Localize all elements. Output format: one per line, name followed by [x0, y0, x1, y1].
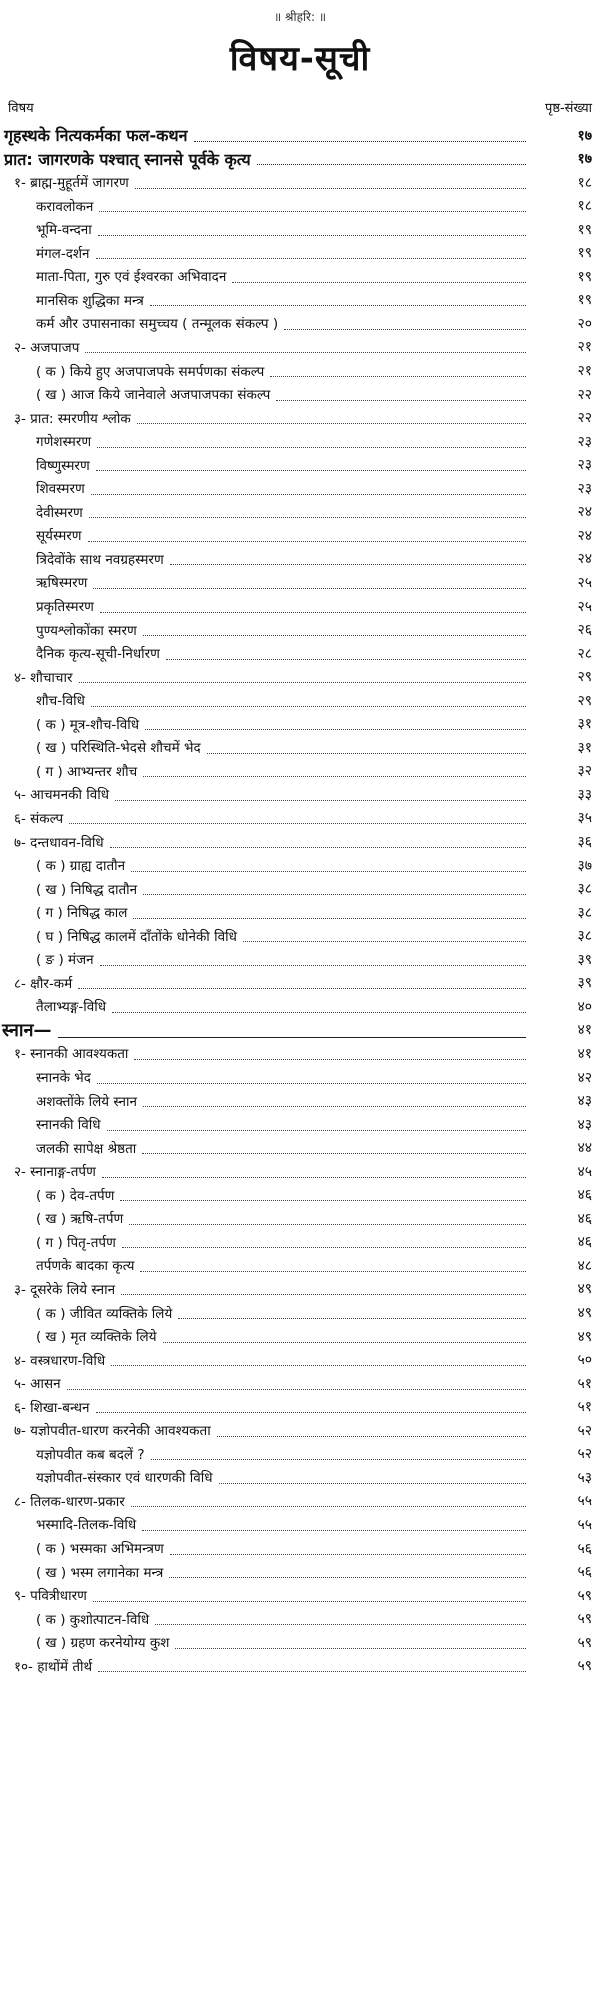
- dot-leader: [121, 1294, 526, 1295]
- toc-entry-title: शिवस्मरण: [36, 481, 85, 498]
- toc-entry-title: ( क ) जीवित व्यक्तिके लिये: [36, 1305, 173, 1322]
- toc-entry-page-number: २३: [577, 457, 592, 474]
- toc-entry-page-number: ४३: [577, 1116, 592, 1133]
- dot-leader: [91, 706, 526, 707]
- toc-entry-page-number: ४६: [577, 1187, 592, 1204]
- toc-entry: [0, 383, 600, 405]
- dot-leader: [194, 141, 526, 142]
- toc-entry-title: ( ख ) ग्रहण करनेयोग्य कुश: [36, 1635, 170, 1652]
- toc-entry: [0, 1278, 600, 1300]
- toc-entry: [0, 1490, 600, 1512]
- dot-leader: [112, 1012, 526, 1013]
- dot-leader: [151, 1459, 527, 1460]
- subject-column-label: विषय: [8, 101, 34, 116]
- toc-entry-page-number: २८: [577, 645, 592, 662]
- toc-entry: [0, 1302, 600, 1324]
- toc-entry-page-number: ५२: [577, 1422, 592, 1439]
- toc-entry-title: माता-पिता, गुरु एवं ईश्वरका अभिवादन: [36, 269, 227, 286]
- toc-entry-title: १०- हाथोंमें तीर्थ: [14, 1658, 93, 1675]
- toc-entry-page-number: ३३: [577, 786, 592, 803]
- toc-entry-page-number: १८: [577, 198, 592, 215]
- dot-leader: [98, 235, 526, 236]
- toc-entry-page-number: ५१: [577, 1399, 592, 1416]
- toc-entry-page-number: ५१: [577, 1375, 592, 1392]
- toc-entry-title: स्नानकी विधि: [36, 1117, 101, 1134]
- toc-entry-page-number: ४१: [577, 1045, 592, 1062]
- toc-entry: [0, 1584, 600, 1606]
- toc-entry-page-number: ३९: [577, 975, 592, 992]
- toc-entry: [0, 548, 600, 570]
- dot-leader: [67, 1389, 526, 1390]
- toc-entry: [0, 972, 600, 994]
- toc-entry: [0, 619, 600, 641]
- toc-entry-title: जलकी सापेक्ष श्रेष्ठता: [36, 1140, 137, 1157]
- toc-entry-title: ( ख ) भस्म लगानेका मन्त्र: [36, 1564, 164, 1581]
- dot-leader: [85, 352, 526, 353]
- toc-entry-title: ( क ) भस्मका अभिमन्त्रण: [36, 1541, 164, 1557]
- toc-entry-title: ( ग ) पितृ-तर्पण: [36, 1234, 116, 1251]
- toc-entry: [0, 1631, 600, 1653]
- toc-entry-title: करावलोकन: [36, 198, 94, 215]
- toc-entry-title: यज्ञोपवीत-संस्कार एवं धारणकी विधि: [36, 1470, 213, 1487]
- toc-entry: [0, 1419, 600, 1441]
- toc-entry-page-number: १७: [577, 127, 592, 144]
- dot-leader: [219, 1483, 526, 1484]
- toc-entry-page-number: ३२: [577, 763, 592, 780]
- toc-entry: [0, 1513, 600, 1535]
- dot-leader: [58, 1037, 526, 1038]
- dot-leader: [150, 305, 526, 306]
- toc-entry-title: सूर्यस्मरण: [36, 528, 82, 545]
- toc-entry-page-number: २३: [577, 433, 592, 450]
- dot-leader: [93, 588, 526, 589]
- toc-entry-page-number: १८: [577, 174, 592, 191]
- toc-entry: [0, 124, 600, 146]
- dot-leader: [166, 659, 526, 660]
- dot-leader: [69, 823, 526, 824]
- toc-entry-page-number: ४१: [577, 1022, 592, 1039]
- toc-entry-page-number: २९: [577, 669, 592, 686]
- toc-entry-page-number: २५: [577, 598, 592, 615]
- toc-entry-title: ( क ) किये हुए अजपाजपके समर्पणका संकल्प: [36, 363, 265, 380]
- toc-entry-title: स्नानके भेद: [36, 1070, 91, 1086]
- dot-leader: [79, 682, 526, 683]
- toc-entry: [0, 925, 600, 947]
- toc-entry-title: ६- संकल्प: [14, 810, 64, 827]
- toc-entry-page-number: २४: [577, 527, 592, 544]
- toc-entry: [0, 783, 600, 805]
- toc-entry-page-number: ३८: [577, 928, 592, 945]
- dot-leader: [145, 729, 526, 730]
- dot-leader: [140, 1271, 526, 1272]
- toc-entry-title: ७- दन्तधावन-विधि: [14, 834, 104, 851]
- toc-entry-page-number: ५५: [577, 1516, 592, 1533]
- dot-leader: [169, 1577, 526, 1578]
- toc-entry-page-number: ३९: [577, 951, 592, 968]
- dot-leader: [178, 1318, 526, 1319]
- toc-entry-title: ४- वस्त्रधारण-विधि: [14, 1352, 106, 1369]
- toc-entry-title: ४- शौचाचार: [14, 669, 73, 686]
- toc-entry-page-number: ५६: [577, 1564, 592, 1581]
- toc-entry-page-number: ३८: [577, 904, 592, 921]
- dot-leader: [270, 376, 526, 377]
- toc-entry-title: कर्म और उपासनाका समुच्चय ( तन्मूलक संकल्प ): [36, 316, 279, 333]
- toc-entry-title: शौच-विधि: [36, 693, 85, 710]
- dot-leader: [97, 447, 526, 448]
- toc-entry-title: प्रकृतिस्मरण: [36, 599, 94, 615]
- toc-entry-title: दैनिक कृत्य-सूची-निर्धारण: [36, 646, 160, 663]
- toc-entry: [0, 501, 600, 523]
- toc-entry: [0, 1160, 600, 1182]
- toc-entry-page-number: १९: [577, 221, 592, 238]
- toc-entry: [0, 1254, 600, 1276]
- toc-entry-title: ( क ) मूत्र-शौच-विधि: [36, 716, 140, 733]
- toc-entry: [0, 1113, 600, 1135]
- toc-entry-page-number: ५६: [577, 1540, 592, 1557]
- toc-entry: [0, 595, 600, 617]
- toc-entry: [0, 336, 600, 358]
- toc-entry-title: स्नान—: [2, 1019, 52, 1041]
- toc-entry-title: ऋषिस्मरण: [36, 575, 88, 592]
- toc-entry: [0, 1349, 600, 1371]
- column-header: [8, 98, 592, 118]
- toc-entry-title: ३- प्रात: स्मरणीय श्लोक: [14, 410, 131, 427]
- toc-entry-page-number: ४६: [577, 1210, 592, 1227]
- toc-entry-title: भस्मादि-तिलक-विधि: [36, 1517, 137, 1534]
- toc-entry-page-number: ५५: [577, 1493, 592, 1510]
- toc-entry-title: ( ग ) आभ्यन्तर शौच: [36, 763, 138, 780]
- toc-entry-title: तैलाभ्यङ्ग-विधि: [36, 999, 107, 1016]
- toc-entry: [0, 854, 600, 876]
- dot-leader: [97, 1083, 526, 1084]
- toc-entry-page-number: ३७: [577, 857, 592, 874]
- toc-entry: [0, 454, 600, 476]
- toc-entry: [0, 948, 600, 970]
- toc-entry: [0, 736, 600, 758]
- toc-entry: [0, 1184, 600, 1206]
- toc-entry-title: प्रात: जागरणके पश्चात् स्नानसे पूर्वके कृत्य: [4, 149, 251, 169]
- toc-entry-title: ( ख ) निषिद्ध दातौन: [36, 881, 138, 898]
- toc-entry-page-number: २४: [577, 504, 592, 521]
- toc-entry: [0, 713, 600, 735]
- toc-entry-page-number: २५: [577, 574, 592, 591]
- toc-entry: [0, 1537, 600, 1559]
- toc-entry: [0, 524, 600, 546]
- toc-entry-title: ( ख ) परिस्थिति-भेदसे शौचमें भेद: [36, 740, 201, 757]
- dot-leader: [107, 1130, 526, 1131]
- toc-entry: [0, 642, 600, 664]
- toc-entry-title: गणेशस्मरण: [36, 434, 92, 451]
- dot-leader: [98, 1671, 526, 1672]
- toc-entry-title: गृहस्थके नित्यकर्मका फल-कथन: [4, 126, 188, 145]
- toc-entry-page-number: ४०: [577, 998, 592, 1015]
- toc-entry: [0, 477, 600, 499]
- dot-leader: [129, 1224, 526, 1225]
- dot-leader: [217, 1436, 526, 1437]
- dot-leader: [143, 894, 526, 895]
- toc-entry-title: यज्ञोपवीत कब बदलें ?: [36, 1446, 145, 1463]
- toc-entry: [0, 1396, 600, 1418]
- toc-entry: [0, 878, 600, 900]
- toc-entry-page-number: २६: [577, 622, 592, 639]
- toc-entry: [0, 407, 600, 429]
- dot-leader: [122, 1247, 526, 1248]
- toc-entry-title: ( ख ) मृत व्यक्तिके लिये: [36, 1329, 157, 1346]
- toc-entry: [0, 289, 600, 311]
- dot-leader: [89, 517, 526, 518]
- toc-entry-title: विष्णुस्मरण: [36, 457, 90, 474]
- toc-entry-page-number: ५९: [577, 1658, 592, 1675]
- toc-entry-title: ६- शिखा-बन्धन: [14, 1399, 90, 1416]
- dot-leader: [163, 1342, 526, 1343]
- toc-entry-page-number: ५९: [577, 1611, 592, 1628]
- toc-entry-page-number: ४४: [577, 1140, 592, 1157]
- toc-entry: [0, 312, 600, 334]
- toc-entry: [0, 1207, 600, 1229]
- dot-leader: [78, 988, 526, 989]
- toc-entry: [0, 1325, 600, 1347]
- dot-leader: [135, 188, 526, 189]
- dot-leader: [143, 1106, 526, 1107]
- toc-entry: [0, 195, 600, 217]
- toc-entry-title: ३- दूसरेके लिये स्नान: [14, 1281, 116, 1298]
- toc-entry-page-number: २९: [577, 692, 592, 709]
- toc-entry-title: ( घ ) निषिद्ध कालमें दाँतोंके धोनेकी विधि: [36, 928, 237, 945]
- dot-leader: [100, 612, 526, 613]
- toc-entry-page-number: २०: [577, 315, 592, 332]
- toc-entry-page-number: ४६: [577, 1234, 592, 1251]
- dot-leader: [96, 258, 526, 259]
- dot-leader: [170, 564, 526, 565]
- toc-entry-title: १- ब्राह्म-मुहूर्तमें जागरण: [14, 175, 129, 192]
- toc-entry: [0, 360, 600, 382]
- toc-entry-page-number: ३५: [577, 810, 592, 827]
- toc-entry: [0, 995, 600, 1017]
- toc-entry: [0, 1066, 600, 1088]
- dot-leader: [100, 965, 526, 966]
- toc-entry-title: ( क ) ग्राह्य दातौन: [36, 858, 126, 875]
- toc-entry-page-number: ३८: [577, 881, 592, 898]
- toc-entry: [0, 1231, 600, 1253]
- toc-entry: [0, 430, 600, 452]
- toc-entry: [0, 242, 600, 264]
- toc-entry-page-number: २१: [577, 363, 592, 379]
- toc-entry-page-number: ४९: [577, 1328, 592, 1345]
- toc-entry-page-number: ४३: [577, 1093, 592, 1110]
- dot-leader: [115, 800, 526, 801]
- toc-entry: [0, 1042, 600, 1064]
- toc-entry-page-number: ५९: [577, 1634, 592, 1651]
- dot-leader: [142, 1153, 526, 1154]
- toc-entry-title: मानसिक शुद्धिका मन्त्र: [36, 292, 144, 309]
- toc-entry-title: ( ख ) ऋषि-तर्पण: [36, 1211, 124, 1228]
- toc-entry: [0, 171, 600, 193]
- toc-entry-title: मंगल-दर्शन: [36, 245, 90, 262]
- dot-leader: [133, 918, 526, 919]
- dot-leader: [243, 941, 526, 942]
- toc-entry-page-number: ४९: [577, 1281, 592, 1298]
- toc-entry-title: ( क ) देव-तर्पण: [36, 1187, 115, 1204]
- toc-entry: [0, 666, 600, 688]
- toc-entry-title: ५- आसन: [14, 1376, 61, 1393]
- dot-leader: [91, 494, 526, 495]
- toc-entry-title: अशक्तोंके लिये स्नान: [36, 1093, 137, 1110]
- toc-entry-title: ५- आचमनकी विधि: [14, 787, 110, 804]
- toc-entry-page-number: ४२: [577, 1069, 592, 1086]
- toc-entry: [0, 1090, 600, 1112]
- toc-entry: [0, 1655, 600, 1677]
- dot-leader: [137, 423, 526, 424]
- toc-entry: [0, 760, 600, 782]
- toc-entry-page-number: ४९: [577, 1305, 592, 1321]
- toc-entry-title: २- अजपाजप: [14, 339, 80, 356]
- toc-entry-page-number: ५३: [577, 1469, 592, 1486]
- dot-leader: [120, 1200, 526, 1201]
- dot-leader: [102, 1177, 526, 1178]
- dot-leader: [170, 1554, 526, 1555]
- toc-entry: [0, 689, 600, 711]
- toc-entry-title: ८- तिलक-धारण-प्रकार: [14, 1493, 125, 1510]
- dot-leader: [143, 776, 526, 777]
- dot-leader: [134, 1059, 526, 1060]
- toc-entry-title: पुण्यश्लोकोंका स्मरण: [36, 622, 137, 639]
- dot-leader: [142, 1530, 526, 1531]
- dot-leader: [88, 541, 526, 542]
- toc-entry-page-number: ३१: [577, 739, 592, 756]
- toc-entry-title: त्रिदेवोंके साथ नवग्रहस्मरण: [36, 551, 164, 568]
- toc-entry-page-number: २२: [577, 386, 592, 403]
- toc-entry: [0, 1608, 600, 1630]
- dot-leader: [155, 1624, 526, 1625]
- toc-entry: [0, 265, 600, 287]
- toc-entry: [0, 1372, 600, 1394]
- toc-entry: [0, 148, 600, 170]
- dot-leader: [284, 329, 526, 330]
- toc-entry-title: ( ङ ) मंजन: [36, 952, 94, 969]
- dot-leader: [96, 470, 526, 471]
- toc-entry-page-number: १९: [577, 245, 592, 262]
- toc-entry: [0, 1137, 600, 1159]
- toc-entry-page-number: ५९: [577, 1587, 592, 1604]
- toc-entry-page-number: ३१: [577, 716, 592, 733]
- toc-entry-page-number: ४५: [577, 1163, 592, 1180]
- toc-entry-title: भूमि-वन्दना: [36, 222, 92, 239]
- toc-entry-title: ( ग ) निषिद्ध काल: [36, 905, 128, 922]
- dot-leader: [99, 211, 526, 212]
- toc-entry-title: ७- यज्ञोपवीत-धारण करनेकी आवश्यकता: [14, 1423, 211, 1440]
- toc-entry: [0, 571, 600, 593]
- toc-entry-page-number: १७: [577, 151, 592, 168]
- toc-entry: [0, 1466, 600, 1488]
- toc-entry-title: १- स्नानकी आवश्यकता: [14, 1046, 129, 1063]
- toc-entry: [0, 218, 600, 240]
- invocation-header: ॥ श्रीहरि: ॥: [273, 10, 327, 24]
- toc-entry-title: तर्पणके बादका कृत्य: [36, 1258, 135, 1275]
- dot-leader: [96, 1412, 526, 1413]
- dot-leader: [175, 1648, 526, 1649]
- toc-entry-title: ८- क्षौर-कर्म: [14, 975, 73, 992]
- page-number-column-label: पृष्ठ-संख्या: [544, 101, 592, 116]
- toc-entry-title: २- स्नानाङ्ग-तर्पण: [14, 1164, 96, 1181]
- toc-entry-page-number: १९: [577, 268, 592, 285]
- toc-entry: [0, 1443, 600, 1465]
- toc-entry-page-number: ३६: [577, 834, 592, 850]
- toc-entry-title: देवीस्मरण: [36, 504, 83, 521]
- toc-entry-page-number: २१: [577, 339, 592, 356]
- dot-leader: [111, 1365, 526, 1366]
- toc-entry-title: ( ख ) आज किये जानेवाले अजपाजपका संकल्प: [36, 387, 271, 404]
- toc-entry-page-number: २४: [577, 551, 592, 568]
- toc-entry: [0, 807, 600, 829]
- page-title: विषय-सूची: [229, 39, 371, 79]
- dot-leader: [232, 282, 526, 283]
- dot-leader: [131, 871, 526, 872]
- dot-leader: [131, 1506, 526, 1507]
- toc-entry-title: ( क ) कुशोत्पाटन-विधि: [36, 1611, 150, 1628]
- toc-entry-page-number: २२: [577, 410, 592, 427]
- dot-leader: [276, 400, 526, 401]
- toc-entry: [0, 1561, 600, 1583]
- toc-entry-page-number: ५२: [577, 1446, 592, 1463]
- toc-entry-page-number: ४८: [577, 1257, 592, 1274]
- toc-entry-page-number: १९: [577, 292, 592, 309]
- toc-entry-title: ९- पवित्रीधारण: [14, 1588, 87, 1605]
- toc-entry-page-number: ५०: [577, 1352, 592, 1369]
- toc-entry: [0, 901, 600, 923]
- dot-leader: [93, 1601, 526, 1602]
- dot-leader: [257, 164, 526, 165]
- toc-entry-page-number: २३: [577, 480, 592, 497]
- dot-leader: [143, 635, 526, 636]
- dot-leader: [207, 753, 526, 754]
- toc-entry: [0, 831, 600, 853]
- dot-leader: [110, 847, 526, 848]
- toc-entry: [0, 1019, 600, 1041]
